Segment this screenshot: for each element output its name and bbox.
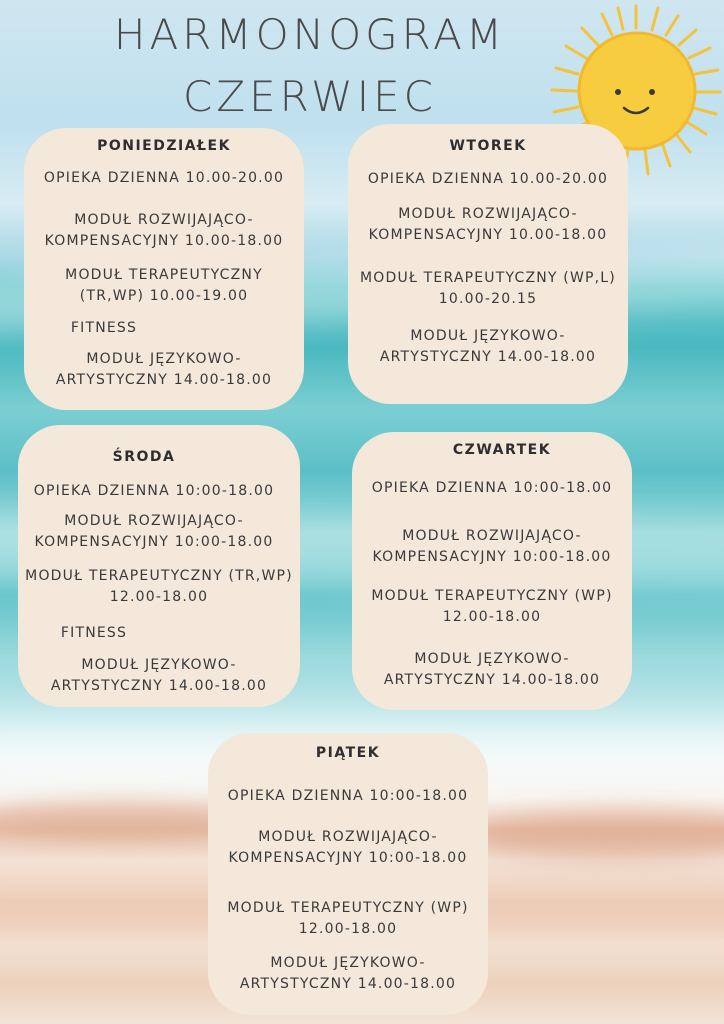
day-title: PONIEDZIAŁEK [97,138,231,154]
day-title: PIĄTEK [315,745,381,761]
schedule-item: FITNESS [60,625,128,641]
background-sand [470,810,724,860]
schedule-item: MODUŁ ROZWIJAJĄCO- KOMPENSACYJNY 10.00-18.00 [44,212,284,249]
schedule-item: MODUŁ TERAPEUTYCZNY (WP) 12.00-18.00 [371,588,613,625]
schedule-item: MODUŁ JĘZYKOWO- ARTYSTYCZNY 14.00-18.00 [55,351,273,388]
day-card-wednesday [18,425,300,707]
schedule-item: MODUŁ JĘZYKOWO- ARTYSTYCZNY 14.00-18.00 [239,955,457,992]
page-title: HARMONOGRAM [113,10,507,59]
schedule-item: MODUŁ TERAPEUTYCZNY (WP,L) 10.00-20.15 [360,270,616,307]
schedule-item: MODUŁ JĘZYKOWO- ARTYSTYCZNY 14.00-18.00 [50,657,268,694]
day-card-thursday [352,432,632,710]
day-title: WTOREK [449,138,527,154]
schedule-item: OPIEKA DZIENNA 10:00-18.00 [371,480,613,496]
schedule-item: MODUŁ JĘZYKOWO- ARTYSTYCZNY 14.00-18.00 [379,328,597,365]
day-card-monday [24,128,304,410]
schedule-item: OPIEKA DZIENNA 10:00-18.00 [33,483,275,499]
schedule-item: MODUŁ ROZWIJAJĄCO- KOMPENSACYJNY 10:00-18.00 [372,528,612,565]
page-subtitle: CZERWIEC [183,72,437,121]
schedule-item: FITNESS [70,320,138,336]
schedule-item: MODUŁ TERAPEUTYCZNY (TR,WP) 10.00-19.00 [65,267,263,304]
day-title: CZWARTEK [452,442,552,458]
schedule-item: MODUŁ ROZWIJAJĄCO- KOMPENSACYJNY 10:00-18.00 [228,829,468,866]
schedule-item: MODUŁ TERAPEUTYCZNY (WP) 12.00-18.00 [227,900,469,937]
schedule-item: MODUŁ JĘZYKOWO- ARTYSTYCZNY 14.00-18.00 [383,651,601,688]
day-card-friday [208,733,488,1015]
schedule-item: OPIEKA DZIENNA 10.00-20.00 [367,171,609,187]
schedule-item: MODUŁ ROZWIJAJĄCO- KOMPENSACYJNY 10:00-18.00 [34,513,274,550]
schedule-item: MODUŁ ROZWIJAJĄCO- KOMPENSACYJNY 10.00-18.00 [368,206,608,243]
schedule-item: MODUŁ TERAPEUTYCZNY (TR,WP) 12.00-18.00 [25,568,293,605]
schedule-item: OPIEKA DZIENNA 10.00-20.00 [43,170,285,186]
day-title: ŚRODA [112,449,176,465]
day-card-tuesday [348,124,628,404]
schedule-item: OPIEKA DZIENNA 10:00-18.00 [227,788,469,804]
